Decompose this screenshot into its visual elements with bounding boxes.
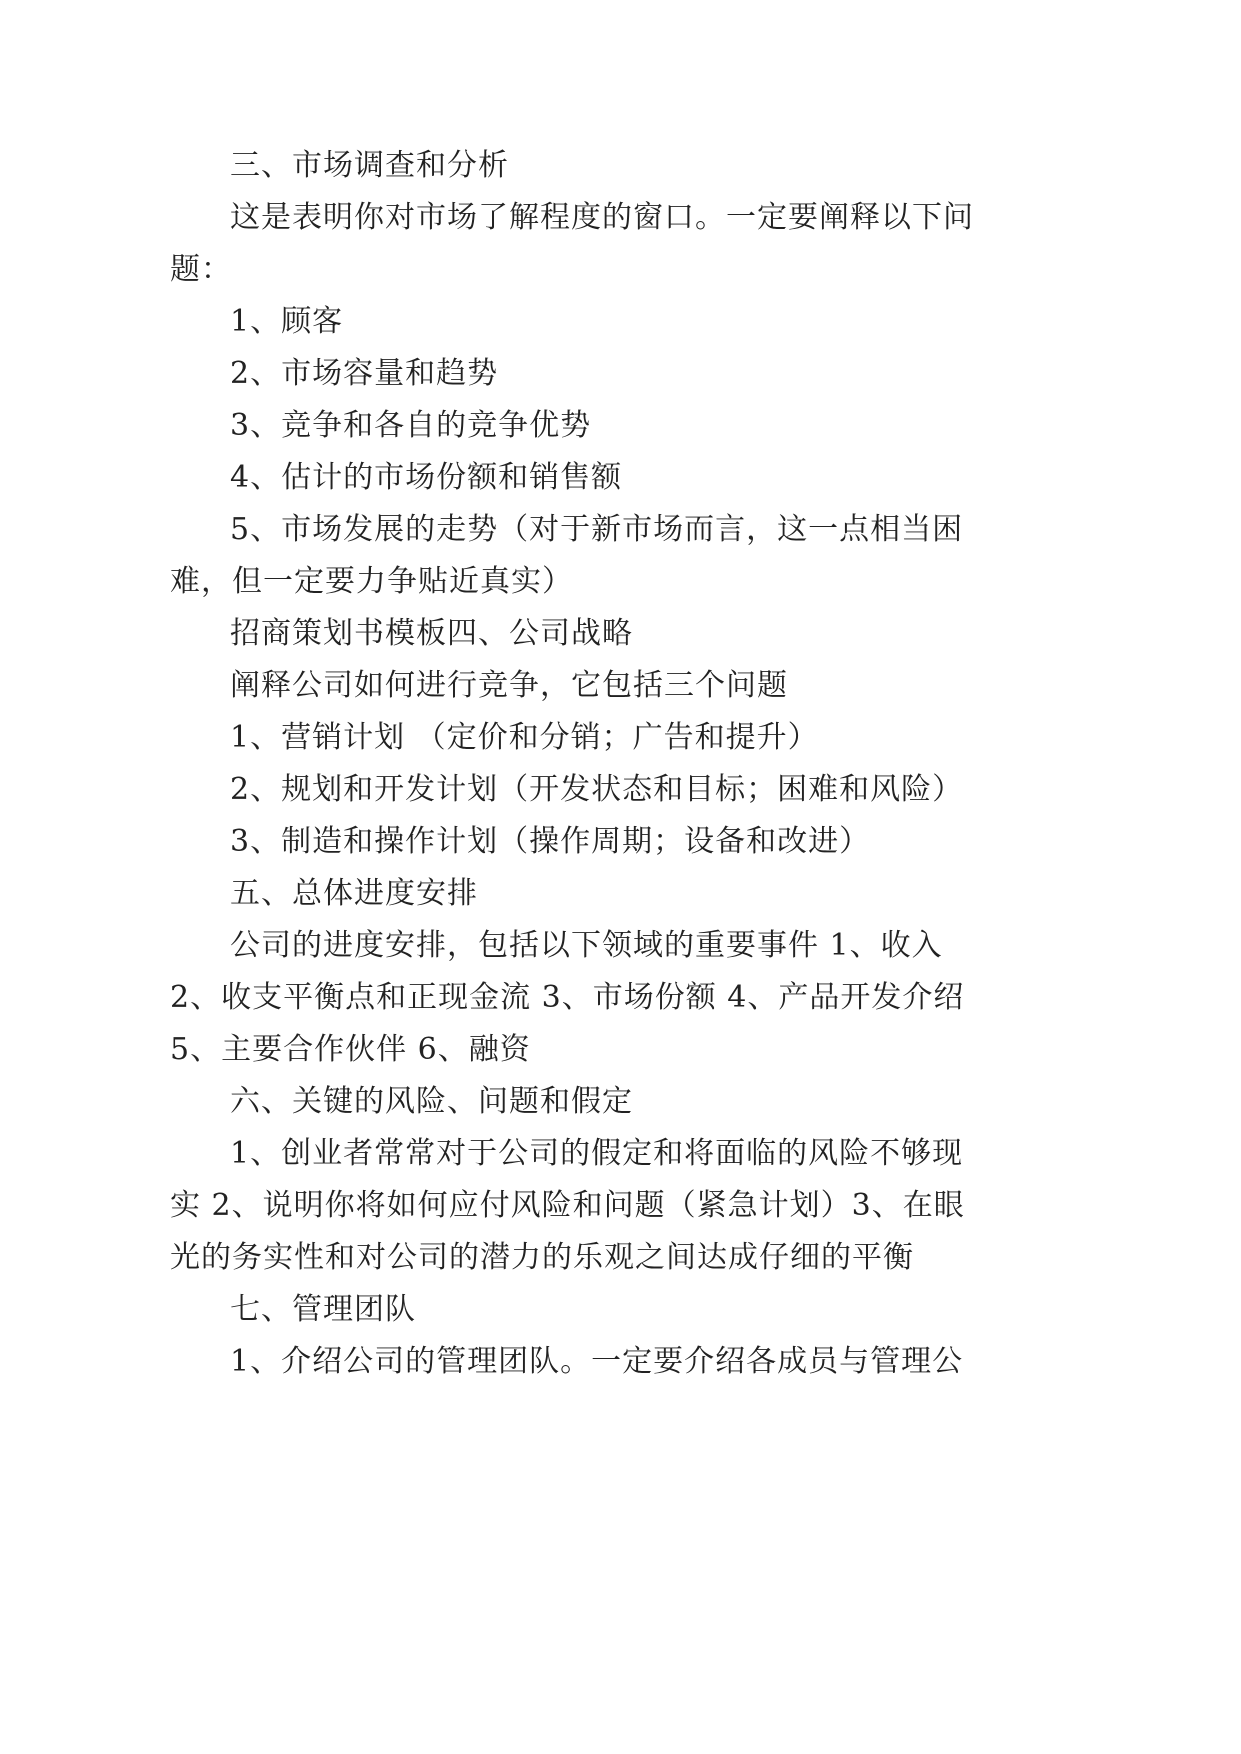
section-heading-management-team: 七、管理团队 [230, 1292, 416, 1327]
section-heading-risks: 六、关键的风险、问题和假定 [230, 1084, 633, 1119]
list-item: 2、规划和开发计划（开发状态和目标；困难和风险） [230, 772, 964, 807]
section-heading-schedule: 五、总体进度安排 [230, 876, 478, 911]
list-item: 4、估计的市场份额和销售额 [230, 460, 623, 495]
list-item: 3、竞争和各自的竞争优势 [230, 408, 592, 443]
paragraph-line: 阐释公司如何进行竞争，它包括三个问题 [230, 668, 788, 703]
list-item: 3、制造和操作计划（操作周期；设备和改进） [230, 824, 871, 859]
paragraph-line: 题： [170, 252, 232, 287]
list-item: 1、营销计划 （定价和分销；广告和提升） [230, 720, 819, 755]
list-item-continuation: 难，但一定要力争贴近真实） [170, 564, 573, 599]
list-item: 5、市场发展的走势（对于新市场而言，这一点相当困 [230, 512, 964, 547]
paragraph-line: 1、介绍公司的管理团队。一定要介绍各成员与管理公 [230, 1344, 964, 1379]
paragraph-line: 实 2、说明你将如何应付风险和问题（紧急计划）3、在眼 [170, 1188, 965, 1223]
list-item: 2、市场容量和趋势 [230, 356, 499, 391]
section-heading-company-strategy: 招商策划书模板四、公司战略 [230, 616, 633, 651]
section-heading-market-research: 三、市场调查和分析 [230, 148, 509, 183]
paragraph-line: 1、创业者常常对于公司的假定和将面临的风险不够现 [230, 1136, 964, 1171]
paragraph-line: 光的务实性和对公司的潜力的乐观之间达成仔细的平衡 [170, 1240, 914, 1275]
paragraph-line: 公司的进度安排，包括以下领域的重要事件 1、收入 [230, 928, 943, 963]
paragraph-line: 5、主要合作伙伴 6、融资 [170, 1032, 531, 1067]
paragraph-line: 2、收支平衡点和正现金流 3、市场份额 4、产品开发介绍 [170, 980, 965, 1015]
list-item: 1、顾客 [230, 304, 344, 339]
paragraph-line: 这是表明你对市场了解程度的窗口。一定要阐释以下问 [230, 200, 974, 235]
